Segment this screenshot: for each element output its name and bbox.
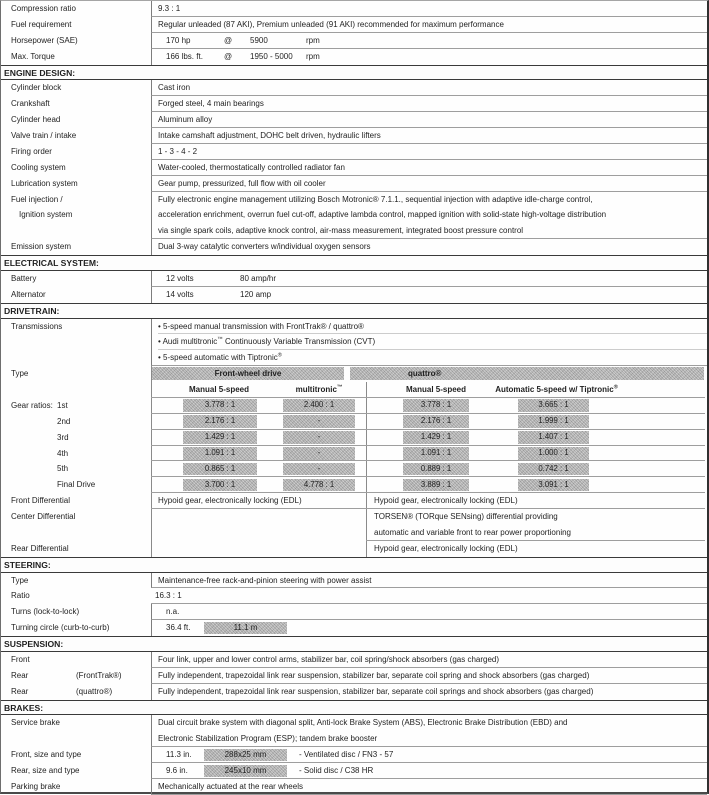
row-value xyxy=(151,604,707,620)
label-text: Front xyxy=(11,654,30,664)
table-divider xyxy=(151,509,152,541)
row-label xyxy=(1,652,151,668)
bullet-text: • 5-speed manual transmission with FrontTrak® / quattro® xyxy=(158,321,364,331)
row-value: 1 - 3 - 4 - 2 xyxy=(151,144,707,160)
row-transmissions xyxy=(1,319,707,367)
feet-value: 36.4 ft. xyxy=(166,623,191,633)
amp-value: 120 amp xyxy=(240,289,272,299)
at-symbol: @ xyxy=(224,35,233,45)
row-label: Fuel requirement xyxy=(11,19,72,29)
gear-name: 5th xyxy=(57,464,69,474)
gear-row-3rd xyxy=(1,430,707,446)
value-line: Fully electronic engine management utilizing Bosch Motronic® 7.1.1., sequential injection with adaptive idle-charge control, xyxy=(158,194,593,204)
row-value: Regular unleaded (87 AKI), Premium unleaded (91 AKI) recommended for maximum performance xyxy=(151,17,707,33)
row-label: Type xyxy=(11,575,29,585)
column-header-text: Manual 5-speed xyxy=(405,385,466,394)
trademark-mark: ™ xyxy=(336,384,343,391)
bullet-text: Continuously Variable Transmission (CVT) xyxy=(222,337,376,347)
gear-ratio-cell: 3.889 : 1 xyxy=(403,479,469,492)
amp-value: 80 amp/hr xyxy=(240,273,277,283)
gear-ratio-cell: - xyxy=(283,415,355,428)
gear-ratio-cell: - xyxy=(283,447,355,460)
label-text: Rear xyxy=(11,670,29,680)
row-horsepower xyxy=(1,33,707,49)
section-title: DRIVETRAIN: xyxy=(4,305,60,316)
row-label: Alternator xyxy=(11,289,46,299)
gear-row-final-drive xyxy=(1,477,707,493)
table-divider xyxy=(151,430,152,446)
row-label: Center Differential xyxy=(11,512,76,521)
bullet-text: • Audi multitronic xyxy=(158,337,218,347)
column-group-quattro xyxy=(350,367,704,380)
gear-ratio-cell: 1.429 : 1 xyxy=(403,431,469,444)
row-value: Four link, upper and lower control arms, stabilizer bar, coil spring/shock absorbers (gas charged) xyxy=(151,652,707,668)
table-divider xyxy=(366,509,367,541)
row-battery xyxy=(1,271,707,287)
row-label: Horsepower (SAE) xyxy=(11,35,78,45)
transmission-bullet xyxy=(158,350,707,366)
label-line: Ignition system xyxy=(19,210,73,220)
row-value xyxy=(151,747,707,763)
gear-row-2nd xyxy=(1,414,707,430)
label-line: Fuel injection / xyxy=(11,194,63,204)
row-label: Rear, size and type xyxy=(11,766,80,775)
row-value: 16.3 : 1 xyxy=(151,588,707,604)
bullet-text: • 5-speed automatic with Tiptronic xyxy=(158,353,278,363)
section-header-drivetrain xyxy=(1,303,707,319)
row-value xyxy=(151,763,707,779)
gear-ratio-cell: 3.665 : 1 xyxy=(518,399,589,412)
row-firing-order xyxy=(1,144,707,160)
column-group-front-wheel-drive: Front-wheel drive xyxy=(152,367,344,380)
group-label: quattro® xyxy=(408,369,442,379)
row-value: Water-cooled, thermostatically controlled radiator fan xyxy=(151,160,707,176)
rpm-value: 5900 xyxy=(250,35,268,45)
table-divider xyxy=(151,477,152,493)
gear-name: 1st xyxy=(57,400,68,410)
row-label: Gear ratios: xyxy=(11,400,53,410)
row-value: Forged steel, 4 main bearings xyxy=(151,96,707,112)
gear-row-5th xyxy=(1,461,707,477)
row-compression-ratio xyxy=(1,1,707,17)
row-label: Crankshaft xyxy=(11,99,50,109)
rpm-unit: rpm xyxy=(306,35,320,45)
section-header-suspension xyxy=(1,636,707,652)
row-value: Dual 3-way catalytic converters w/individual oxygen sensors xyxy=(151,239,707,255)
section-header-engine-design xyxy=(1,65,707,81)
row-label: Valve train / intake xyxy=(11,131,77,140)
gear-ratio-cell: 3.778 : 1 xyxy=(183,399,257,412)
row-label: Front Differential xyxy=(11,496,70,506)
quattro-differential-value: Hypoid gear, electronically locking (EDL) xyxy=(374,543,518,553)
row-value: Aluminum alloy xyxy=(151,112,707,128)
hp-value: 170 hp xyxy=(166,35,191,45)
volts-value: 12 volts xyxy=(166,273,194,283)
row-value: Intake camshaft adjustment, DOHC belt driven, hydraulic lifters xyxy=(151,128,707,144)
gear-ratio-cell: 1.000 : 1 xyxy=(518,447,589,460)
row-label: Battery xyxy=(11,273,37,283)
row-suspension-rear-fronttrak xyxy=(1,668,707,684)
volts-value: 14 volts xyxy=(166,289,194,299)
row-label: Ratio xyxy=(11,591,30,601)
label-qualifier: (FrontTrak®) xyxy=(76,670,122,680)
gear-ratio-cell: - xyxy=(283,431,355,444)
value-line: automatic and variable front to rear power proportioning xyxy=(374,527,571,537)
row-label: Max. Torque xyxy=(11,51,55,61)
row-turning-circle xyxy=(1,620,707,636)
row-value xyxy=(151,620,707,636)
table-divider xyxy=(366,430,367,446)
inch-value: 11.3 in. xyxy=(166,750,192,760)
row-fuel-requirement xyxy=(1,17,707,33)
disc-type-value: - Solid disc / C38 HR xyxy=(299,766,374,775)
row-center-differential xyxy=(1,509,707,541)
row-valve-train xyxy=(1,128,707,144)
quattro-differential-value xyxy=(374,509,571,541)
section-title: ENGINE DESIGN: xyxy=(4,67,76,78)
disc-type-value: - Ventilated disc / FN3 - 57 xyxy=(299,750,394,760)
section-header-steering xyxy=(1,557,707,573)
gear-row-4th xyxy=(1,446,707,462)
column-header-text: Automatic 5-speed w/ Tiptronic xyxy=(495,385,614,394)
row-value xyxy=(151,49,707,65)
row-label: Parking brake xyxy=(11,781,61,791)
row-value xyxy=(151,287,707,303)
row-value xyxy=(151,33,707,49)
table-divider xyxy=(366,414,367,430)
gear-ratio-cell: 1.407 : 1 xyxy=(518,431,589,444)
row-label: Lubrication system xyxy=(11,178,78,188)
section-title: SUSPENSION: xyxy=(4,639,64,649)
gear-ratio-cell: 0.742 : 1 xyxy=(518,463,589,476)
row-label: Cylinder block xyxy=(11,83,62,93)
row-label: Turns (lock-to-lock) xyxy=(11,607,80,617)
table-divider xyxy=(151,493,152,509)
gear-ratio-cell: 3.778 : 1 xyxy=(403,399,469,412)
table-divider xyxy=(151,398,152,414)
row-steering-type xyxy=(1,573,707,589)
fwd-differential-value: Hypoid gear, electronically locking (EDL) xyxy=(158,496,302,506)
table-divider xyxy=(151,541,152,557)
inch-value: 9.6 in. xyxy=(166,766,188,775)
value-line: acceleration enrichment, overrun fuel cut-off, adaptive lambda control, mapped ignition with solid-state high-voltage distribution xyxy=(158,210,607,220)
row-value: Mechanically actuated at the rear wheels xyxy=(151,779,707,795)
row-turns-lock-to-lock xyxy=(1,604,707,620)
label-qualifier: (quattro®) xyxy=(76,686,113,696)
torque-value: 166 lbs. ft. xyxy=(166,51,203,61)
gear-ratio-cell: 4.778 : 1 xyxy=(283,479,355,492)
row-cooling-system xyxy=(1,160,707,176)
value-line: Dual circuit brake system with diagonal split, Anti-lock Brake System (ABS), Electronic Brake Distribution (EBD) and xyxy=(158,718,568,728)
rpm-range: 1950 - 5000 xyxy=(250,51,293,61)
row-label: Firing order xyxy=(11,146,52,156)
row-label: Compression ratio xyxy=(11,4,76,13)
table-divider xyxy=(366,493,367,509)
metric-value-cell: 288x25 mm xyxy=(204,749,287,762)
column-header-multitronic xyxy=(252,382,386,398)
rpm-unit: rpm xyxy=(306,51,320,61)
column-header-text: multitronic xyxy=(295,385,337,394)
table-divider xyxy=(366,541,367,557)
trademark-mark: ® xyxy=(613,384,618,391)
row-value xyxy=(151,715,707,747)
row-value: 9.3 : 1 xyxy=(151,1,707,17)
row-label: Turning circle (curb-to-curb) xyxy=(11,623,110,633)
row-cylinder-head xyxy=(1,112,707,128)
table-divider xyxy=(366,461,367,477)
gear-ratio-cell: 3.091 : 1 xyxy=(518,479,589,492)
row-label: Type xyxy=(11,369,29,379)
row-label: Cooling system xyxy=(11,162,66,172)
gear-name: Final Drive xyxy=(57,480,96,490)
row-crankshaft xyxy=(1,96,707,112)
row-label: Emission system xyxy=(11,242,72,252)
turns-value: n.a. xyxy=(166,607,180,617)
transmission-bullet xyxy=(158,334,707,350)
column-header-tiptronic xyxy=(449,382,664,398)
trademark-mark: ™ xyxy=(217,336,223,343)
table-divider xyxy=(151,461,152,477)
gear-ratio-cell: 2.176 : 1 xyxy=(183,415,257,428)
value-line: via single spark coils, adaptive knock control, air-mass measurement, integrated boost pressure control xyxy=(158,226,524,236)
gear-ratio-cell: 2.176 : 1 xyxy=(403,415,469,428)
label-text: Rear xyxy=(11,686,29,696)
row-value: Gear pump, pressurized, full flow with oil cooler xyxy=(151,176,707,192)
row-label xyxy=(1,192,151,240)
row-rear-differential xyxy=(1,541,707,557)
row-lubrication-system xyxy=(1,176,707,192)
row-label: Rear Differential xyxy=(11,543,69,553)
gear-name: 2nd xyxy=(57,416,71,426)
row-label: Service brake xyxy=(11,718,60,728)
gear-row-1st xyxy=(1,398,707,414)
metric-value-cell: 11.1 m xyxy=(204,622,287,635)
gear-ratio-cell: 1.091 : 1 xyxy=(403,447,469,460)
row-transmission-columns xyxy=(1,382,707,398)
gear-ratio-cell: 2.400 : 1 xyxy=(283,399,355,412)
row-drive-type xyxy=(1,366,707,382)
row-max-torque xyxy=(1,49,707,65)
table-divider xyxy=(366,398,367,414)
section-header-electrical xyxy=(1,255,707,271)
row-value: Fully independent, trapezoidal link rear suspension, stabilizer bar, separate coil springs and shock absorbers (gas charged) xyxy=(151,684,707,700)
table-divider xyxy=(151,446,152,462)
row-value: Cast iron xyxy=(151,80,707,96)
transmission-bullet xyxy=(158,319,707,335)
row-front-brake-size xyxy=(1,747,707,763)
trademark-mark: ® xyxy=(277,352,282,359)
gear-ratio-cell: 0.889 : 1 xyxy=(403,463,469,476)
gear-ratio-cell: 0.865 : 1 xyxy=(183,463,257,476)
value-line: Electronic Stabilization Program (ESP); tandem brake booster xyxy=(158,734,378,744)
section-title: ELECTRICAL SYSTEM: xyxy=(4,258,99,268)
row-label xyxy=(1,668,151,684)
row-cylinder-block xyxy=(1,80,707,96)
row-alternator xyxy=(1,287,707,303)
gear-ratio-cell: 1.091 : 1 xyxy=(183,447,257,460)
row-steering-ratio xyxy=(1,588,707,604)
row-parking-brake xyxy=(1,779,707,795)
row-value xyxy=(151,192,707,240)
row-suspension-rear-quattro xyxy=(1,684,707,700)
row-front-differential xyxy=(1,493,707,509)
section-header-brakes xyxy=(1,700,707,716)
gear-ratio-cell: - xyxy=(283,463,355,476)
row-label: Transmissions xyxy=(11,321,63,331)
row-label: Front, size and type xyxy=(11,750,82,760)
table-divider xyxy=(366,446,367,462)
quattro-differential-value: Hypoid gear, electronically locking (EDL) xyxy=(374,496,518,506)
row-value: Fully independent, trapezoidal link rear suspension, stabilizer bar, separate coil spring and shock absorbers (gas charged) xyxy=(151,668,707,684)
gear-ratio-cell: 3.700 : 1 xyxy=(183,479,257,492)
row-suspension-front xyxy=(1,652,707,668)
row-label xyxy=(1,684,151,700)
row-value xyxy=(151,271,707,287)
gear-name: 4th xyxy=(57,448,69,458)
value-line: TORSEN® (TORque SENsing) differential providing xyxy=(374,512,558,521)
table-divider xyxy=(151,414,152,430)
metric-value-cell: 245x10 mm xyxy=(204,765,287,778)
section-title: STEERING: xyxy=(4,559,51,570)
row-emission-system xyxy=(1,239,707,255)
row-rear-brake-size xyxy=(1,763,707,779)
row-value: Maintenance-free rack-and-pinion steering with power assist xyxy=(151,573,707,589)
row-label: Cylinder head xyxy=(11,115,61,125)
row-fuel-injection xyxy=(1,192,707,240)
gear-ratio-cell: 1.429 : 1 xyxy=(183,431,257,444)
row-value xyxy=(151,319,707,367)
gear-ratio-cell: 1.999 : 1 xyxy=(518,415,589,428)
column-header-text: Manual 5-speed xyxy=(188,385,249,394)
row-service-brake xyxy=(1,715,707,747)
at-symbol: @ xyxy=(224,51,233,61)
section-title: BRAKES: xyxy=(4,702,44,713)
gear-name: 3rd xyxy=(57,432,69,442)
table-divider xyxy=(366,477,367,493)
